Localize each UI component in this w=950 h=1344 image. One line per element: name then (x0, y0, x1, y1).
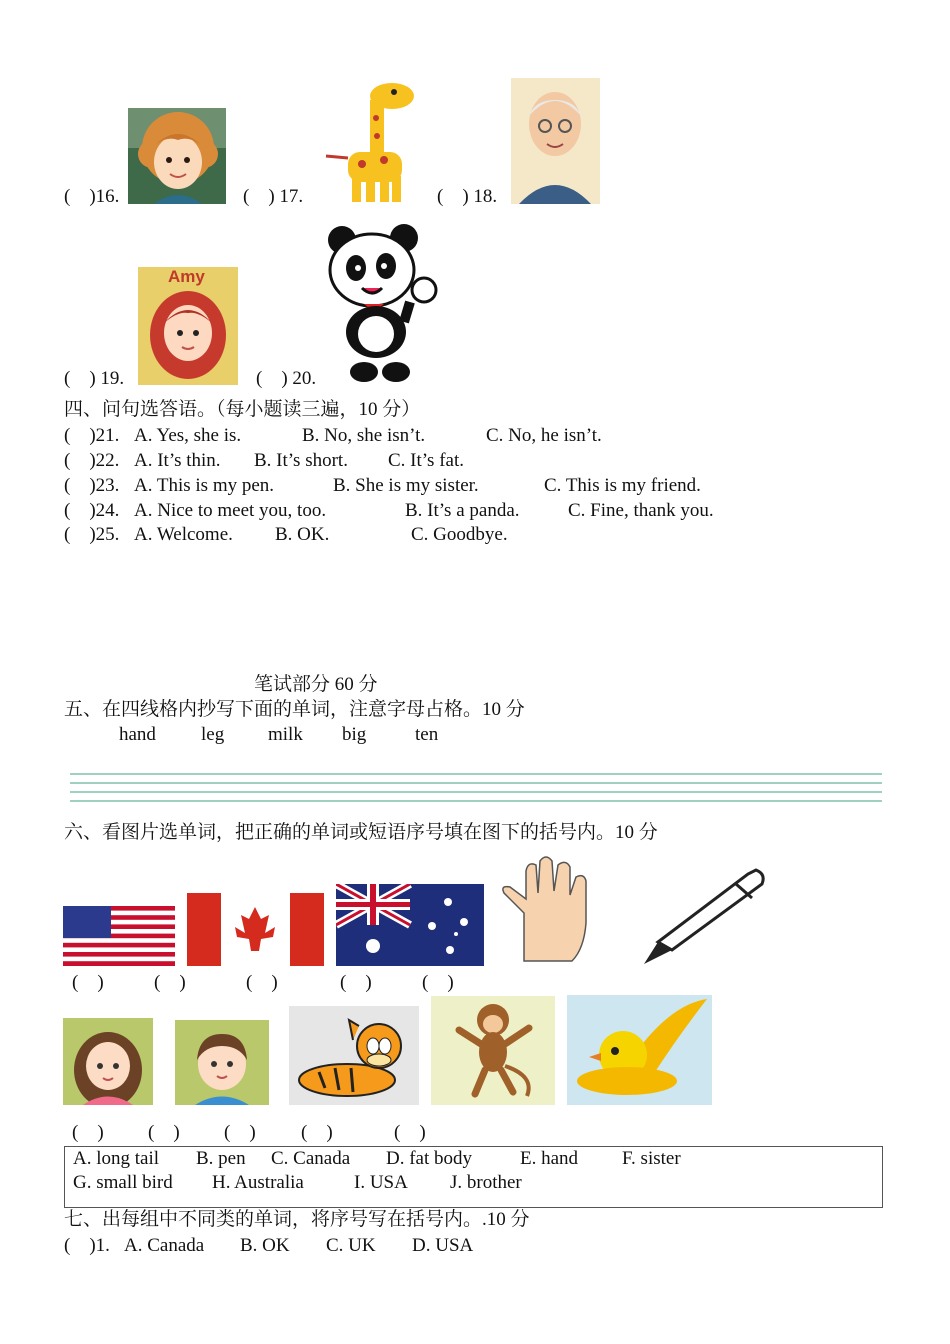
q16-mark: ( )16. (64, 186, 120, 207)
section7-heading: 七、出每组中不同类的单词，将序号写在括号内。.10 分 (64, 1209, 530, 1230)
copy-word-4: big (342, 724, 367, 745)
s7-q1-option-b: B. OK (240, 1235, 290, 1256)
option-j: J. brother (450, 1172, 522, 1193)
four-line-grid[interactable] (70, 773, 882, 807)
q23-option-b: B. She is my sister. (333, 475, 479, 496)
s7-q1-option-a: A. Canada (124, 1235, 205, 1256)
amy-label: Amy (168, 267, 205, 286)
option-g: G. small bird (73, 1172, 173, 1193)
copy-word-3: milk (268, 724, 303, 745)
copy-word-5: ten (415, 724, 439, 745)
usa-flag-icon (63, 906, 175, 966)
q23-option-c: C. This is my friend. (544, 475, 701, 496)
option-h: H. Australia (212, 1172, 304, 1193)
copy-word-1: hand (119, 724, 156, 745)
q20-mark: ( ) 20. (256, 368, 317, 389)
pen-icon (640, 864, 770, 966)
grandpa-icon (511, 78, 600, 204)
q24-option-b: B. It’s a panda. (405, 500, 520, 521)
section4-heading: 四、问句选答语。（每小题读三遍，10 分） (64, 399, 421, 420)
monkey-icon (431, 996, 555, 1105)
option-a: A. long tail (73, 1148, 160, 1169)
q17-mark: ( ) 17. (243, 186, 304, 207)
copy-word-2: leg (201, 724, 225, 745)
s7-q1-option-d: D. USA (412, 1235, 474, 1256)
row2-blank-4[interactable]: ( ) (301, 1122, 333, 1143)
written-part-title: 笔试部分 60 分 (254, 674, 378, 695)
q24-option-a: A. Nice to meet you, too. (134, 500, 327, 521)
q23-option-a: A. This is my pen. (134, 475, 275, 496)
q21-option-c: C. No, he isn’t. (486, 425, 602, 446)
option-i: I. USA (354, 1172, 408, 1193)
row2-blank-3[interactable]: ( ) (224, 1122, 256, 1143)
row1-blank-5[interactable]: ( ) (422, 972, 454, 993)
row1-blank-2[interactable]: ( ) (154, 972, 186, 993)
option-c: C. Canada (271, 1148, 351, 1169)
giraffe-icon (322, 78, 418, 204)
row2-blank-1[interactable]: ( ) (72, 1122, 104, 1143)
q21-num: ( )21. (64, 425, 120, 446)
q24-option-c: C. Fine, thank you. (568, 500, 714, 521)
q18-mark: ( ) 18. (437, 186, 498, 207)
section6-heading: 六、看图片选单词，把正确的单词或短语序号填在图下的括号内。10 分 (64, 822, 658, 843)
s7-q1-num: ( )1. (64, 1235, 110, 1256)
q23-num: ( )23. (64, 475, 120, 496)
row2-blank-2[interactable]: ( ) (148, 1122, 180, 1143)
bird-icon (567, 995, 712, 1105)
row1-blank-3[interactable]: ( ) (246, 972, 278, 993)
amy-girl-icon (138, 267, 238, 385)
q25-option-a: A. Welcome. (134, 524, 233, 545)
option-e: E. hand (520, 1148, 579, 1169)
q22-option-a: A. It’s thin. (134, 450, 221, 471)
row2-blank-5[interactable]: ( ) (394, 1122, 426, 1143)
garfield-cat-icon (289, 1006, 419, 1105)
option-b: B. pen (196, 1148, 246, 1169)
section5-heading: 五、在四线格内抄写下面的单词，注意字母占格。10 分 (64, 699, 525, 720)
q22-option-b: B. It’s short. (254, 450, 348, 471)
q22-option-c: C. It’s fat. (388, 450, 464, 471)
q25-num: ( )25. (64, 524, 120, 545)
brother-boy-icon (175, 1020, 269, 1105)
q24-num: ( )24. (64, 500, 120, 521)
q21-option-a: A. Yes, she is. (134, 425, 242, 446)
australia-flag-icon (336, 884, 484, 966)
q25-option-c: C. Goodbye. (411, 524, 508, 545)
canada-flag-icon (187, 893, 324, 966)
row1-blank-1[interactable]: ( ) (72, 972, 104, 993)
q21-option-b: B. No, she isn’t. (302, 425, 426, 446)
girl-face-icon (128, 108, 226, 204)
panda-icon (324, 222, 440, 386)
q19-mark: ( ) 19. (64, 368, 125, 389)
hand-icon (496, 853, 606, 965)
q22-num: ( )22. (64, 450, 120, 471)
s7-q1-option-c: C. UK (326, 1235, 376, 1256)
q25-option-b: B. OK. (275, 524, 330, 545)
option-d: D. fat body (386, 1148, 473, 1169)
row1-blank-4[interactable]: ( ) (340, 972, 372, 993)
sister-girl-icon (63, 1018, 153, 1105)
option-f: F. sister (622, 1148, 681, 1169)
